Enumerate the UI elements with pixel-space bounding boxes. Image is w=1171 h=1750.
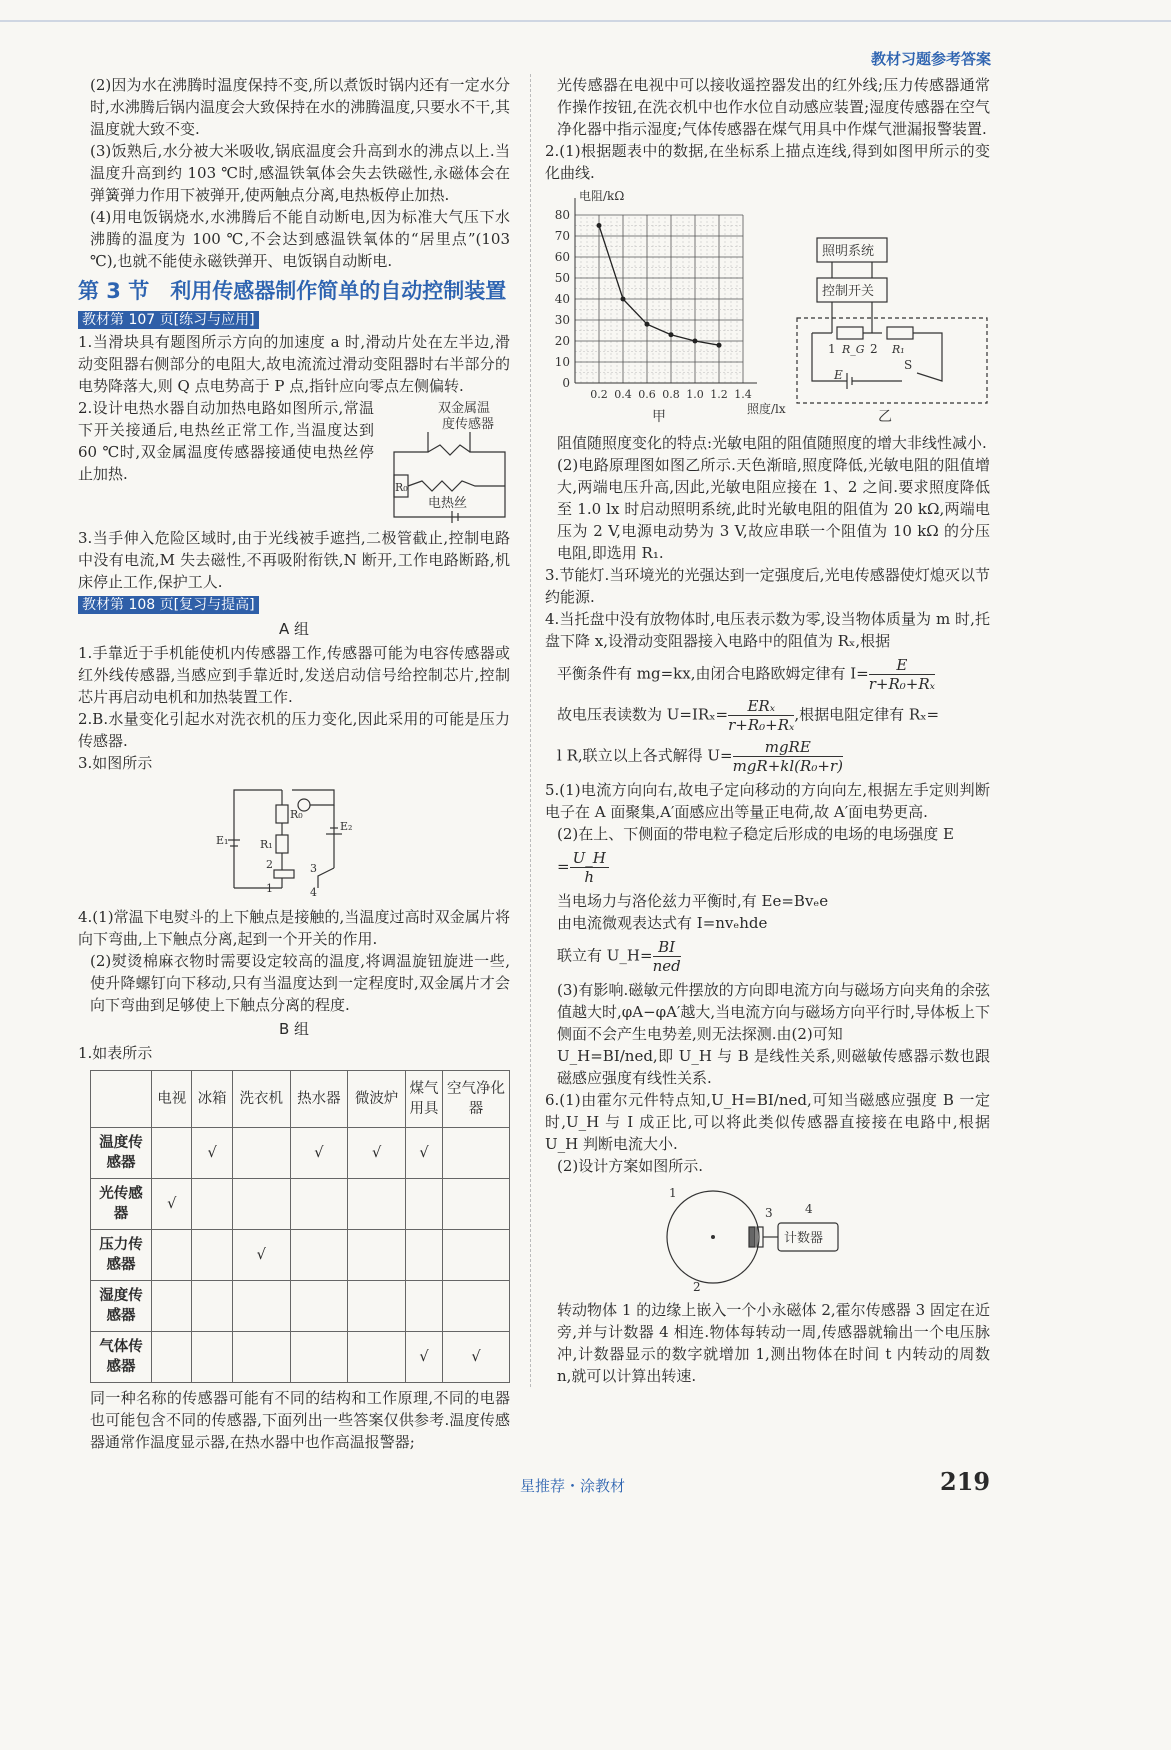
table-cell [152,1128,192,1179]
col-header: 微波炉 [348,1071,406,1128]
label-4: 4 [804,1202,813,1216]
col-header [91,1071,152,1128]
left-column [78,74,518,1453]
text: 故电压表读数为 U=IRₓ= [557,705,729,724]
right-q2b: (2)电路原理图如图乙所示.天色渐暗,照度降低,光敏电阻的阻值增大,两端电压升高,因此,光敏电阻应接在 1、2 之间.要求照度降低至 1.0 lx 时启动照明系统,此时光敏电阻的阻值为 20 kΩ,两端电压为 2 V,电源电动势为 3 V,故应串联一个阻值为 10 kΩ 的分压电阻,即选用 R₁. [557,456,990,562]
e2-label: E₂ [340,820,353,833]
text: 平衡条件有 mg=kx,由闭合电路欧姆定律有 I= [557,664,869,683]
data-point [621,297,626,302]
label-1: 1 [668,1186,677,1200]
q2: 2.设计电热水器自动加热电路如图所示,常温下开关接通后,电热丝正常工作,当温度达到 60 ℃时,双金属温度传感器接通使电热丝停止加热. [78,399,374,483]
label-2: 2 [692,1280,701,1293]
x-tick: 1.2 [710,388,728,401]
table-cell [192,1281,232,1332]
bimetal-label-1: 双金属温 [438,401,491,416]
num: U_H [570,849,609,868]
table-cell [406,1179,443,1230]
columns [0,74,1171,1453]
fraction [728,697,794,734]
right-q5b: (2)在上、下侧面的带电粒子稳定后形成的电场的电场强度 E [557,825,954,843]
data-point [669,332,674,337]
group-b: B 组 [278,1020,310,1038]
bimetal-label-2: 度传感器 [442,417,495,432]
right-q5e [545,938,990,975]
table-cell [443,1128,510,1179]
den: h [584,868,595,886]
table-cell: √ [443,1332,510,1383]
table-cell [232,1281,290,1332]
table-cell [290,1332,348,1383]
table-cell [290,1281,348,1332]
col-header: 洗衣机 [232,1071,290,1128]
col-header: 煤气用具 [406,1071,443,1128]
table-row [91,1230,510,1281]
fraction [570,849,609,886]
text: 联立有 U_H= [557,946,653,965]
y-tick: 0 [562,376,570,390]
x-tick: 0.6 [638,388,656,401]
y-tick: 10 [554,355,570,369]
den: mgR+kl(R₀+r) [732,757,843,775]
r1-label: R₁ [260,838,273,851]
right-q6a: 6.(1)由霍尔元件特点知,U_H=BI/ned,可知当磁感应强度 B 一定时,U_H 与 I 成正比,可以将此类似传感器直接接在电路中,根据 U_H 判断电流大小. [545,1091,990,1153]
sensor-circuit-diagram [214,780,374,900]
caption-yi: 乙 [878,409,893,425]
label-3: 3 [764,1206,773,1220]
den: ned [652,957,681,975]
y-tick: 40 [554,292,570,306]
right-q2a: 阻值随照度变化的特点:光敏电阻的阻值随照度的增大非线性减小. [557,434,987,452]
header [0,22,1171,74]
table-cell [192,1179,232,1230]
x-tick: 0.4 [614,388,632,401]
fraction [653,938,681,975]
r1-label: R₁ [892,343,905,356]
page-number: 219 [940,1467,991,1496]
table-cell [348,1281,406,1332]
row-header: 光传感器 [91,1179,152,1230]
num: BI [653,938,681,957]
a1: 1.手靠近于手机能使机内传感器工作,传感器可能为电容传感器或红外线传感器,当感应到手靠近时,发送启动信号给控制芯片,控制芯片再启动电机和加热装置工作. [78,644,510,706]
table-cell [348,1179,406,1230]
heater-circuit-diagram [380,397,510,527]
table-cell [232,1128,290,1179]
table-cell [348,1230,406,1281]
row-header: 温度传感器 [91,1128,152,1179]
n2-label: 2 [266,858,273,871]
s-label: S [904,358,913,372]
left-p2: (3)饭熟后,水分被大米吸收,锅底温度会升高到水的沸点以上.当温度升高到约 103 ℃时,感温铁氧体会失去铁磁性,永磁体会在弹簧弹力作用下被弹开,使两触点分离,电热板停止加热. [90,142,510,204]
right-q4d [545,738,990,775]
tag-p108: 教材第 108 页[复习与提高] [78,596,259,614]
x-tick: 1.0 [686,388,704,401]
y-tick: 80 [554,208,570,222]
right-q2: 2.(1)根据题表中的数据,在坐标系上描点连线,得到如图甲所示的变化曲线. [545,142,990,182]
q2-block [78,397,510,527]
counter-label: 计数器 [783,1231,823,1246]
q3: 3.当手伸入危险区域时,由于光线被手遮挡,二极管截止,控制电路中没有电流,M 失去磁性,不再吸附衔铁,N 断开,工作电路断路,机床停止工作,保护工人. [78,529,510,591]
y-label: 电阻/kΩ [579,189,625,203]
num: E [869,656,935,675]
text: ,根据电阻定律有 Rₓ= [794,705,940,724]
rotation-counter-diagram [653,1183,883,1293]
n4-label: 4 [310,886,317,899]
x-label: 照度/lx [747,402,786,416]
y-tick: 70 [554,229,570,243]
table-cell: √ [290,1128,348,1179]
right-q6c: 转动物体 1 的边缘上嵌入一个小永磁体 2,霍尔传感器 3 固定在近旁,并与计数器 4 相连.物体每转动一周,传感器就输出一个电压脉冲,计数器显示的数字就增加 1,测出物体在时间 t 内转动的周数 n,就可以计算出转速. [557,1301,990,1385]
node-1-label: 1 [828,342,836,356]
table-cell: √ [192,1128,232,1179]
data-point [717,343,722,348]
a4-2: (2)熨烫棉麻衣物时需要设定较高的温度,将调温旋钮旋进一些,使升降螺钉向下移动,只有当温度达到一定程度时,双金属片才会向下弯曲到足够使上下触点分离的程度. [90,952,510,1014]
table-cell: √ [152,1179,192,1230]
left-p1: (2)因为水在沸腾时温度保持不变,所以煮饭时锅内还有一定水分时,水沸腾后锅内温度会大致保持在水的沸腾温度,只要水不干,其温度就大致不变. [90,76,510,138]
table-cell [443,1281,510,1332]
x-tick: 0.8 [662,388,680,401]
table-cell [152,1281,192,1332]
y-tick: 20 [554,334,570,348]
table-cell [152,1230,192,1281]
table-cell [152,1332,192,1383]
right-q5f: (3)有影响.磁敏元件摆放的方向即电流方向与磁场方向夹角的余弦值越大时,φA−φA′越大,当电流方向与磁场方向平行时,导体板上下侧面不会产生电势差,则无法探测.由(2)可知 [557,981,990,1043]
node-2-label: 2 [870,342,878,356]
r0-label: R₀ [290,808,303,821]
table-row [91,1281,510,1332]
control-switch-label: 控制开关 [822,284,875,299]
right-q4c [545,697,990,734]
right-q4b [545,656,990,693]
fraction [733,738,843,775]
table-cell [192,1230,232,1281]
group-a: A 组 [278,620,310,638]
right-q5c: 当电场力与洛伦兹力平衡时,有 Ee=Bvₑe [557,892,829,910]
data-point [597,223,602,228]
right-q6b: (2)设计方案如图所示. [557,1157,704,1175]
right-q4a: 4.当托盘中没有放物体时,电压表示数为零,设当物体质量为 m 时,托盘下降 x,设滑动变阻器接入电路中的阻值为 Rₓ,根据 [545,610,990,650]
table-cell [406,1230,443,1281]
e1-label: E₁ [216,834,229,847]
caption-jia: 甲 [652,409,666,425]
footer-brand: 星推荐・涂教材 [520,1477,626,1495]
col-header: 冰箱 [192,1071,232,1128]
b1: 1.如表所示 [78,1044,153,1062]
num: ERₓ [728,697,794,716]
header-title: 教材习题参考答案 [870,50,991,68]
right-column [530,74,990,1387]
lighting-system-label: 照明系统 [822,244,875,259]
table-cell [232,1332,290,1383]
right-p1: 光传感器在电视中可以接收遥控器发出的红外线;压力传感器通常作操作按钮,在洗衣机中也作水位自动感应装置;湿度传感器在空气净化器中指示湿度;气体传感器在煤气用具中作煤气泄漏报警装置. [557,76,990,138]
right-q5g: U_H=BI/ned,即 U_H 与 B 是线性关系,则磁敏传感器示数也跟磁感应强度有线性关系. [557,1047,990,1087]
section-heading: 第 3 节 利用传感器制作简单的自动控制装置 [78,279,507,303]
table-cell [290,1179,348,1230]
col-header: 热水器 [290,1071,348,1128]
den: r+R₀+Rₓ [728,716,795,734]
footer [0,1467,1171,1527]
tag-p107: 教材第 107 页[练习与应用] [78,311,259,329]
right-q5a: 5.(1)电流方向向右,故电子定向移动的方向向左,根据左手定则判断电子在 A 面聚集,A′面感应出等量正电荷,故 A′面电势更高. [545,781,990,821]
table-cell [406,1281,443,1332]
row-header: 压力传感器 [91,1230,152,1281]
lighting-circuit-diagram [792,233,990,428]
left-p3: (4)用电饭锅烧水,水沸腾后不能自动断电,因为标准大气压下水沸腾的温度为 100 ℃,不会达到感温铁氧体的“居里点”(103 ℃),也就不能使永磁铁弹开、电饭锅自动断电. [90,208,510,270]
y-tick: 50 [554,271,570,285]
table-row [91,1128,510,1179]
col-header: 空气净化器 [443,1071,510,1128]
y-tick: 60 [554,250,570,264]
heater-label: 电热丝 [428,496,468,511]
x-tick: 1.4 [734,388,752,401]
fraction [869,656,935,693]
sensor-table [90,1070,510,1383]
table-cell [348,1332,406,1383]
text: l R,联立以上各式解得 U= [557,746,733,765]
table-cell: √ [406,1128,443,1179]
table-row [91,1332,510,1383]
row-header: 气体传感器 [91,1332,152,1383]
a4-1: 4.(1)常温下电熨斗的上下触点是接触的,当温度过高时双金属片将向下弯曲,上下触点分离,起到一个开关的作用. [78,908,510,948]
resistance-illuminance-chart [545,188,792,428]
data-point [693,339,698,344]
right-q5d: 由电流微观表达式有 I=nvₑhde [557,914,768,932]
table-cell [443,1179,510,1230]
rg-label: R_G [842,343,865,356]
right-q3: 3.节能灯.当环境光的光强达到一定强度后,光电传感器使灯熄灭以节约能源. [545,566,990,606]
data-point [645,322,650,327]
table-cell [290,1230,348,1281]
after-table: 同一种名称的传感器可能有不同的结构和工作原理,不同的电器也可能包含不同的传感器,下面列出一些答案仅供参考.温度传感器通常作温度显示器,在热水器中也作高温报警器; [90,1389,510,1451]
r0-label: R₀ [395,481,408,494]
y-tick: 30 [554,313,570,327]
e-label: E [834,368,843,382]
q1: 1.当滑块具有题图所示方向的加速度 a 时,滑动片处在左半边,滑动变阻器右侧部分的电阻大,故电流流过滑动变阻器时右半部分的电势降落大,则 Q 点电势高于 P 点,指针应向零点左侧偏转. [78,333,510,395]
table-header-row [91,1071,510,1128]
table-row [91,1179,510,1230]
x-tick: 0.2 [590,388,608,401]
table-cell: √ [348,1128,406,1179]
q2-figures [545,188,990,428]
den: r+R₀+Rₓ [868,675,935,693]
n1-label: 1 [266,882,273,895]
row-header: 湿度传感器 [91,1281,152,1332]
table-cell [192,1332,232,1383]
table-cell: √ [232,1230,290,1281]
n3-label: 3 [310,862,317,875]
table-cell [443,1230,510,1281]
a3: 3.如图所示 [78,754,153,772]
a2: 2.B.水量变化引起水对洗衣机的压力变化,因此采用的可能是压力传感器. [78,710,510,750]
col-header: 电视 [152,1071,192,1128]
table-cell: √ [406,1332,443,1383]
num: mgRE [733,738,843,757]
right-q5b-frac: = $\frac{U\_H}{h}$ [545,849,990,886]
table-cell [232,1179,290,1230]
